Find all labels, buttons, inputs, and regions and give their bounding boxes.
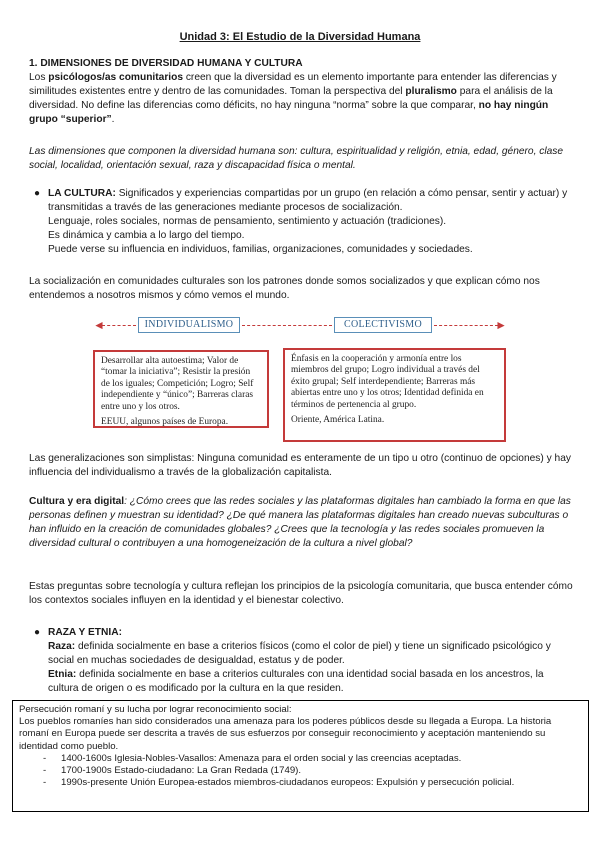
- list-item-cultura: [34, 187, 573, 257]
- paragraph-dimensions: Las dimensiones que componen la diversidad humana son: cultura, espiritualidad y religión, etnia, edad, género, clase social, localidad, orientación sexual, raza y discapacidad física o mental.: [29, 146, 564, 171]
- bold-run: Cultura y era digital: [29, 496, 125, 507]
- box-examples: Oriente, América Latina.: [291, 415, 385, 426]
- dashed-line: [102, 325, 136, 326]
- text-run: para el análisis de la diversidad. No define las diferencias como déficits, no hay ninguna “norma” sobre la que comparar,: [29, 86, 553, 111]
- bold-run: psicólogos/as comunitarios: [48, 72, 183, 83]
- paragraph-intro: [29, 71, 574, 127]
- bold-run: pluralismo: [405, 86, 457, 97]
- paragraph-reflexion: Estas preguntas sobre tecnología y cultura reflejan los principios de la psicología comunitaria, que busca entender cómo los contextos sociales influyen en la identidad y el bienestar colectivo.: [29, 581, 573, 606]
- box-intro: Los pueblos romaníes han sido considerados una amenaza para los poderes públicos desde su llegada a Europa. La historia romaní en Europa puede ser descrita a través de sus esfuerzos por conseguir reconocimiento y aceptación manteniendo su identidad como pueblo.: [19, 716, 552, 752]
- list-item: - 1700-1900s Estado-ciudadano: La Gran Redada (1749).: [43, 765, 582, 777]
- paragraph-socializacion: La socialización en comunidades culturales son los patrones donde somos socializados y que explican cómo nos entendemos a nosotros mismos y cómo vemos el mundo.: [29, 276, 540, 301]
- box-examples: EEUU, algunos países de Europa.: [101, 417, 229, 428]
- bullet-label: RAZA Y ETNIA:: [48, 627, 122, 638]
- arrow-left-icon: ◄: [93, 318, 105, 332]
- page-title: Unidad 3: El Estudio de la Diversidad Humana: [179, 31, 421, 43]
- text-run: .: [111, 114, 115, 125]
- timeline-list: [43, 753, 582, 790]
- list-item-raza-etnia: [34, 626, 573, 696]
- section-heading: 1. DIMENSIONES DE DIVERSIDAD HUMANA Y CULTURA: [29, 58, 303, 69]
- text-run: creen que la diversidad es un elemento importante para entender las diferencias y similitudes existentes entre y dentro de las comunidades. Toman la perspectiva del: [29, 72, 557, 97]
- individualism-tag: INDIVIDUALISMO: [138, 317, 240, 333]
- individualism-box: [93, 350, 269, 428]
- bullet-icon: ●: [34, 627, 41, 638]
- individualism-collectivism-diagram: [86, 316, 514, 450]
- paragraph-generalizaciones: Las generalizaciones son simplistas: Ninguna comunidad es enteramente de un tipo u otro (continuo de opciones) y hay influencia del individualismo a través de la globalización capitalista.: [29, 453, 571, 478]
- box-text: Énfasis en la cooperación y armonía entre los miembros del grupo; Logro individual a través del éxito grupal; Self interdependiente; Barreras más abiertas entre uno y los otros; Identidad definida en términos de pertenencia al grupo.: [291, 354, 484, 410]
- text-run: Significados y experiencias compartidas por un grupo (en relación a cómo pensar, sentir y actuar) y transmitidas a través de las generaciones mediante procesos de socialización.: [48, 188, 568, 213]
- collectivism-box: [283, 348, 506, 442]
- text-line: Lenguaje, roles sociales, normas de pensamiento, sentimiento y actuación (tradiciones).: [48, 216, 447, 227]
- dashed-line: [434, 325, 498, 326]
- text-line: Es dinámica y cambia a lo largo del tiempo.: [48, 230, 245, 241]
- text-line: Puede verse su influencia en individuos, familias, organizaciones, comunidades y sociedades.: [48, 244, 473, 255]
- list-item: - 1400-1600s Iglesia-Nobles-Vasallos: Amenaza para el orden social y las creencias aceptadas.: [43, 753, 582, 765]
- bullet-label: LA CULTURA:: [48, 188, 116, 199]
- bullet-icon: ●: [34, 188, 41, 199]
- bold-run: no hay ningún grupo “superior”: [29, 100, 549, 125]
- text-run: definida socialmente en base a criterios físicos (como el color de piel) y tiene un significado psicológico y social en muchas sociedades de desigualdad, estatus y de poder.: [48, 641, 551, 666]
- paragraph-cultura-digital: [29, 495, 574, 551]
- text-run: Los: [29, 72, 49, 83]
- bold-run: Etnia:: [48, 669, 77, 680]
- text-run: definida socialmente en base a criterios culturales con una identidad social basada en los ancestros, la cultura de origen o es modificado por la cultura en la que residen.: [48, 669, 544, 694]
- list-item: - 1990s-presente Unión Europea-estados miembros-ciudadanos europeos: Expulsión y persecución policial.: [43, 777, 582, 789]
- arrow-right-icon: ►: [495, 318, 507, 332]
- box-text: Desarrollar alta autoestima; Valor de “tomar la iniciativa”; Resistir la presión de los iguales; Competición; Logro; Self independiente y “único”; Barreras claras entre uno y los otros.: [101, 356, 254, 412]
- box-title: Persecución romaní y su lucha por lograr reconocimiento social:: [19, 704, 292, 715]
- bold-run: Raza:: [48, 641, 76, 652]
- romani-persecution-box: [12, 700, 589, 812]
- italic-run: : ¿Cómo crees que las redes sociales y las plataformas digitales han cambiado la forma en que las personas definen y muestran su identidad? ¿De qué manera las plataformas digitales han creado nuevas subculturas o han influido en la creación de comunidades globales? ¿Crees que la tecnología y las redes sociales promueven la diversidad cultural o contribuyen a una homogeneización de la cultura a nivel global?: [29, 496, 571, 549]
- collectivism-tag: COLECTIVISMO: [334, 317, 432, 333]
- dashed-line: [242, 325, 332, 326]
